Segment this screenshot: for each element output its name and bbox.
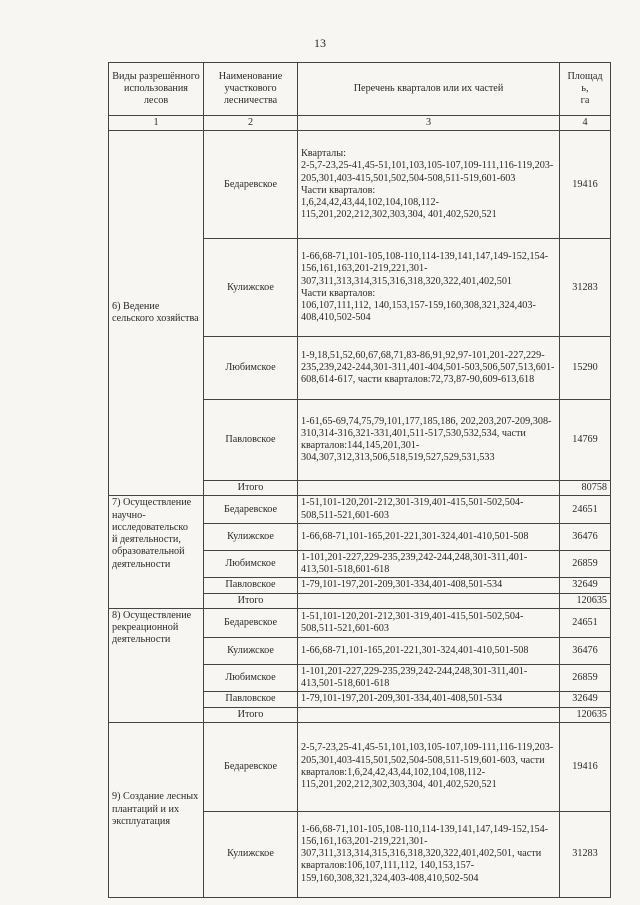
kvartaly-line: 1-66,68-71,101-105,108-110,114-139,141,147,149-152,154-156,161,163,201-219,221,301-307,311,313,314,315,316,318,320,322,401,402,501 xyxy=(301,251,549,287)
kvartaly-cell xyxy=(298,337,560,400)
use-type-line: образовательной xyxy=(112,546,185,558)
kvartaly-line: Кварталы: xyxy=(301,148,346,160)
kvartaly-cell xyxy=(298,400,560,481)
kvartaly-line: 1-101,201-227,229-235,239,242-244,248,301-311,401-413,501-518,601-618 xyxy=(301,551,528,576)
district-cell: Кулижское xyxy=(204,637,298,664)
district-cell: Любимское xyxy=(204,337,298,400)
kvartaly-cell xyxy=(298,664,560,691)
column-number-row xyxy=(109,116,611,131)
use-type-cell: 8) Осуществление рекреационной деятельности xyxy=(109,608,204,722)
header-area xyxy=(560,63,611,116)
area-cell: 14769 xyxy=(560,400,611,481)
itogo-label: Итого xyxy=(204,593,298,608)
kvartaly-line: 1-66,68-71,101-165,201-221,301-324,401-410,501-508 xyxy=(301,530,529,542)
kvartaly-line: 1-101,201-227,229-235,239,242-244,248,301-311,401-413,501-518,601-618 xyxy=(301,665,528,690)
district-cell: Кулижское xyxy=(204,239,298,337)
use-type-line: 7) Осуществление xyxy=(112,497,192,509)
district-cell: Павловское xyxy=(204,400,298,481)
kvartaly-line: Части кварталов: xyxy=(301,184,376,196)
district-cell: Бедаревское xyxy=(204,131,298,239)
area-cell: 36476 xyxy=(560,637,611,664)
column-number: 3 xyxy=(298,116,560,131)
kvartaly-cell xyxy=(298,637,560,664)
header-area-line: га xyxy=(580,95,590,107)
kvartaly-line: Части кварталов: xyxy=(301,287,376,299)
itogo-empty-cell xyxy=(298,707,560,722)
kvartaly-cell xyxy=(298,578,560,593)
kvartaly-cell xyxy=(298,550,560,577)
use-type-cell xyxy=(109,496,204,608)
area-cell: 36476 xyxy=(560,523,611,550)
column-number: 4 xyxy=(560,116,611,131)
district-cell: Любимское xyxy=(204,550,298,577)
district-cell: Бедаревское xyxy=(204,608,298,637)
district-cell: Любимское xyxy=(204,664,298,691)
column-number: 1 xyxy=(109,116,204,131)
kvartaly-line: 1-51,101-120,201-212,301-319,401-415,501-502,504-508,511-521,601-603 xyxy=(301,497,524,521)
kvartaly-cell xyxy=(298,496,560,523)
kvartaly-line: 2-5,7-23,25-41,45-51,101,103,105-107,109-111,116-119,203-205,301,403-415,501,502,504-508,511-519,601-603, части кварталов:1,6,24,42,43,44,102,104,108,112-115,201,202,212,302,303,304, 401,402,520,521 xyxy=(301,742,554,791)
area-cell: 26859 xyxy=(560,664,611,691)
district-cell: Павловское xyxy=(204,692,298,707)
district-cell: Бедаревское xyxy=(204,722,298,811)
kvartaly-line: 1-51,101-120,201-212,301-319,401-415,501-502,504-508,511-521,601-603 xyxy=(301,610,524,634)
district-cell: Кулижское xyxy=(204,811,298,897)
use-type-line: научно- xyxy=(112,509,146,521)
kvartaly-cell xyxy=(298,692,560,707)
page-number: 13 xyxy=(314,36,326,50)
itogo-total: 80758 xyxy=(560,481,611,496)
table-row xyxy=(109,722,611,811)
header-area-line: ь, xyxy=(581,82,589,94)
header-kvartaly: Перечень кварталов или их частей xyxy=(298,63,560,116)
area-cell: 24651 xyxy=(560,496,611,523)
kvartaly-cell xyxy=(298,722,560,811)
kvartaly-line: 1,6,24,42,43,44,102,104,108,112-115,201,202,212,302,303,304, 401,402,520,521 xyxy=(301,196,497,221)
area-cell: 32649 xyxy=(560,692,611,707)
district-cell: Кулижское xyxy=(204,523,298,550)
forest-use-table xyxy=(108,62,611,898)
area-cell: 19416 xyxy=(560,722,611,811)
header-area-line: Площад xyxy=(567,70,603,82)
use-type-line: й деятельности, xyxy=(112,534,181,546)
area-cell: 31283 xyxy=(560,239,611,337)
header-district: Наименование участкового лесничества xyxy=(204,63,298,116)
table-row xyxy=(109,496,611,523)
table-header-row xyxy=(109,63,611,116)
kvartaly-line: 2-5,7-23,25-41,45-51,101,103,105-107,109-111,116-119,203-205,301,403-415,501,502,504-508,511-519,601-603 xyxy=(301,160,554,184)
kvartaly-cell xyxy=(298,811,560,897)
itogo-empty-cell xyxy=(298,593,560,608)
kvartaly-cell xyxy=(298,523,560,550)
kvartaly-line: 1-61,65-69,74,75,79,101,177,185,186, 202,203,207-209,308-310,314-316,321-331,401,511-517,530,532,534, части кварталов:144,145,201,301-304,307,312,313,506,518,519,527,529,531,533 xyxy=(301,415,552,464)
area-cell: 32649 xyxy=(560,578,611,593)
use-type-cell: 9) Создание лесных плантаций и их эксплуатация xyxy=(109,722,204,897)
district-cell: Бедаревское xyxy=(204,496,298,523)
use-type-line: деятельности xyxy=(112,558,171,570)
kvartaly-cell xyxy=(298,239,560,337)
kvartaly-line: 1-66,68-71,101-105,108-110,114-139,141,147,149-152,154-156,161,163,201-219,221,301-307,311,313,314,315,316,318,320,322,401,402,501, части кварталов:106,107,111,112, 140,153,157-159,160,308,321,324,403-408,410,502-504 xyxy=(301,823,549,884)
kvartaly-line: 1-9,18,51,52,60,67,68,71,83-86,91,92,97-101,201-227,229-235,239,242-244,301-311,401-404,501-503,506,507,513,601-608,614-617, части кварталов:72,73,87-90,609-613,618 xyxy=(301,349,555,386)
kvartaly-line: 1-79,101-197,201-209,301-334,401-408,501-534 xyxy=(301,579,503,591)
itogo-label: Итого xyxy=(204,707,298,722)
area-cell: 26859 xyxy=(560,550,611,577)
kvartaly-line: 106,107,111,112, 140,153,157-159,160,308,321,324,403-408,410,502-504 xyxy=(301,299,536,324)
itogo-total: 120635 xyxy=(560,707,611,722)
use-type-line: исследовательско xyxy=(112,521,188,533)
district-cell: Павловское xyxy=(204,578,298,593)
area-cell: 24651 xyxy=(560,608,611,637)
kvartaly-cell xyxy=(298,131,560,239)
itogo-empty-cell xyxy=(298,481,560,496)
kvartaly-line: 1-79,101-197,201-209,301-334,401-408,501-534 xyxy=(301,693,503,705)
column-number: 2 xyxy=(204,116,298,131)
table-row xyxy=(109,608,611,637)
use-type-cell: 6) Ведение сельского хозяйства xyxy=(109,131,204,496)
header-use: Виды разрешённого использования лесов xyxy=(109,63,204,116)
area-cell: 19416 xyxy=(560,131,611,239)
area-cell: 15290 xyxy=(560,337,611,400)
kvartaly-cell xyxy=(298,608,560,637)
table-row xyxy=(109,131,611,239)
itogo-label: Итого xyxy=(204,481,298,496)
area-cell: 31283 xyxy=(560,811,611,897)
itogo-total: 120635 xyxy=(560,593,611,608)
kvartaly-line: 1-66,68-71,101-165,201-221,301-324,401-410,501-508 xyxy=(301,644,529,656)
